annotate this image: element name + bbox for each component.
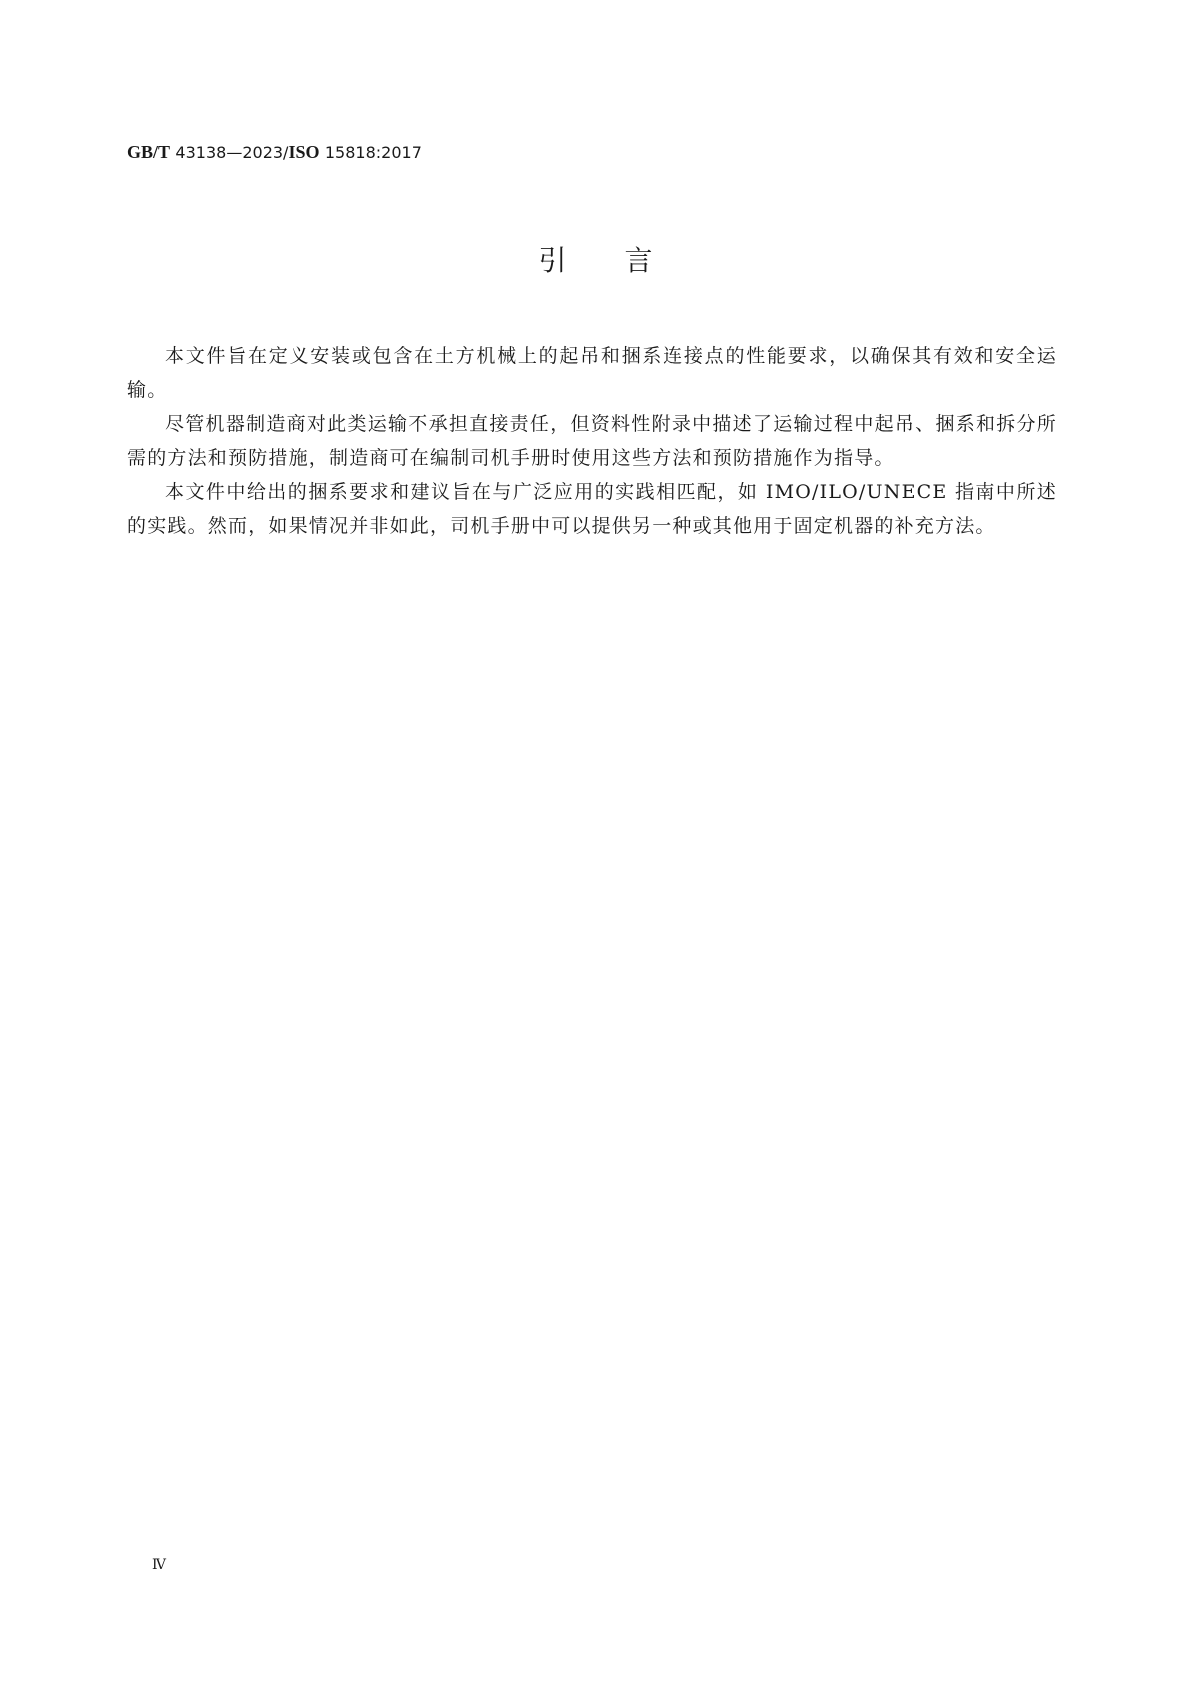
- page-title: 引言: [538, 244, 711, 277]
- paragraph-3: 本文件中给出的捆系要求和建议旨在与广泛应用的实践相匹配，如 IMO/ILO/UNECE 指南中所述的实践。然而，如果情况并非如此，司机手册中可以提供另一种或其他用于固定机器的补充方法。: [127, 481, 1057, 537]
- header-dash: —: [226, 143, 243, 162]
- paragraph-2: 尽管机器制造商对此类运输不承担直接责任，但资料性附录中描述了运输过程中起吊、捆系和拆分所需的方法和预防措施，制造商可在编制司机手册时使用这些方法和预防措施作为指导。: [127, 413, 1057, 469]
- standard-prefix: GB/T: [127, 142, 171, 162]
- standard-year: 2023/: [242, 143, 289, 162]
- page-number: Ⅳ: [152, 1557, 166, 1573]
- paragraph-1: 本文件旨在定义安装或包含在土方机械上的起吊和捆系连接点的性能要求，以确保其有效和安全运输。: [127, 345, 1057, 401]
- document-header: [127, 141, 422, 164]
- iso-prefix: ISO: [288, 142, 320, 162]
- standard-number: 43138: [175, 143, 227, 162]
- iso-number: 15818:2017: [324, 143, 422, 162]
- body-text: [127, 339, 1057, 543]
